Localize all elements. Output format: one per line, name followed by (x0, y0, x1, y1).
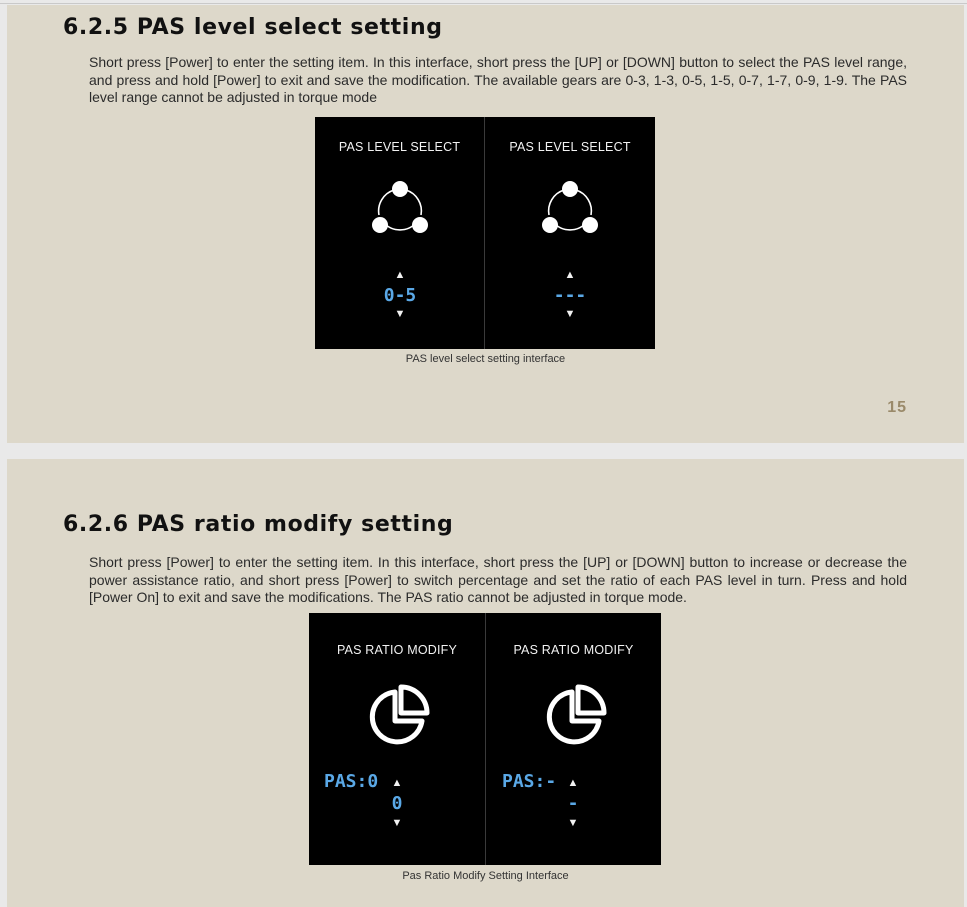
pas-level-value: 0-5 (383, 285, 417, 306)
pas-level-value: --- (553, 285, 587, 306)
up-arrow-icon: ▲ (564, 269, 576, 281)
pie-chart-icon (541, 684, 607, 750)
up-arrow-icon: ▲ (391, 777, 403, 789)
pas-ratio-screen-1 (309, 613, 485, 865)
section-title-6-2-5: 6.2.5 PAS level select setting (63, 15, 443, 40)
top-border (0, 3, 967, 4)
manual-page-15 (7, 5, 964, 443)
pas-indicator: PAS:0 (324, 771, 379, 792)
screen-title: PAS LEVEL SELECT (509, 140, 631, 154)
page-number: 15 (887, 399, 907, 416)
pas-level-screens (315, 117, 655, 349)
pas-level-screen-2 (484, 117, 655, 349)
section-body-6-2-6: Short press [Power] to enter the setting item. In this interface, short press the [UP] or [DOWN] button to increase or decrease the power assistance ratio, and short press [Power] to switch percentage and set the ratio of each PAS level in turn. Press and hold [Power On] to exit and save the modifications. The PAS ratio cannot be adjusted in torque mode. (89, 554, 907, 605)
pas-ratio-screens (309, 613, 661, 865)
figure-caption: PAS level select setting interface (405, 353, 566, 365)
manual-page-16 (7, 459, 964, 907)
pas-level-dots-icon (370, 179, 430, 239)
pas-level-dots-icon (540, 179, 600, 239)
screen-title: PAS RATIO MODIFY (336, 643, 458, 657)
pas-ratio-value: 0 (391, 793, 403, 814)
down-arrow-icon: ▼ (391, 817, 403, 829)
up-arrow-icon: ▲ (394, 269, 406, 281)
down-arrow-icon: ▼ (564, 308, 576, 320)
pas-ratio-screen-2 (485, 613, 661, 865)
screen-title: PAS LEVEL SELECT (338, 140, 461, 154)
pie-chart-icon (364, 684, 430, 750)
section-title-6-2-6: 6.2.6 PAS ratio modify setting (63, 512, 454, 537)
down-arrow-icon: ▼ (394, 308, 406, 320)
pas-indicator: PAS:- (502, 771, 557, 792)
down-arrow-icon: ▼ (567, 817, 579, 829)
pas-level-screen-1 (315, 117, 484, 349)
screen-title: PAS RATIO MODIFY (513, 643, 634, 657)
section-body-6-2-5: Short press [Power] to enter the setting item. In this interface, short press the [UP] or [DOWN] button to select the PAS level range, and press and hold [Power] to exit and save the modification. The available gears are 0-3, 1-3, 0-5, 1-5, 0-7, 1-7, 0-9, 1-9. The PAS level range cannot be adjusted in torque mode (89, 54, 907, 105)
pas-ratio-value: - (567, 793, 579, 814)
figure-caption: Pas Ratio Modify Setting Interface (402, 870, 569, 882)
up-arrow-icon: ▲ (567, 777, 579, 789)
